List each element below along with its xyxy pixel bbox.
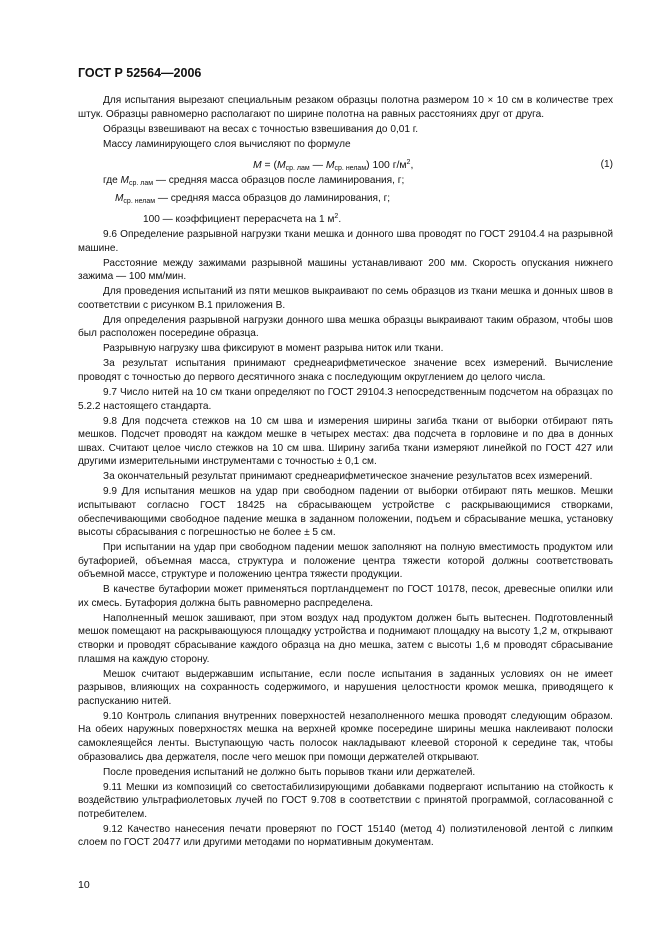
paragraph: После проведения испытаний не должно быть порывов ткани или держателей. [103,766,476,778]
paragraph: Мешок считают выдержавшим испытание, если после испытания в заданных условиях он не имеет разрывов, влияющих на сохранность содержимого, и нарушения целостности кромок мешка, приводящего к распусканию нитей. [78,668,613,707]
paragraph: За результат испытания принимают среднеарифметическое значение всех измерений. Вычисление проводят с точностью до первого десятичного знака с последующим округлением до целого числа. [78,358,613,383]
formula-expression: $M = (M_{ср. лам}$ — $M_{ср. нелам}$) 100 $г/м^2$, [253,159,414,173]
paragraph: 9.6 Определение разрывной нагрузки ткани мешка и донного шва проводят по ГОСТ 29104.4 на разрывной машине. [78,229,613,254]
paragraph: Наполненный мешок зашивают, при этом воздух над продуктом должен быть вытеснен. Подготовленный мешок помещают на раскрывающуюся площадку устройства и поднимают площадку на высоту 1,2 м, открывают створки и проводят сбрасывание каждого образца на дно мешка, затем с высоты 1,6 м проводят сбрасывание плашмя на каждую сторону. [78,612,613,665]
paragraph: 9.12 Качество нанесения печати проверяют по ГОСТ 15140 (метод 4) полиэтиленовой лентой с липким слоем по ГОСТ 20477 или другими методами по нормативным документам. [78,823,613,849]
formula-legend-item: $M_{ср. нелам}$ — средняя масса образцов до ламинирования, г; [115,193,391,206]
paragraph: 9.7 Число нитей на 10 см ткани определяют по ГОСТ 29104.3 непосредственным подсчетом на образцах по 5.2.2 настоящего стандарта. [78,386,613,412]
paragraph: 9.8 Для подсчета стежков на 10 см шва и измерения ширины загиба ткани от выборки отбирают пять мешков. Подсчет проводят на каждом мешке в четырех местах: два подсчета в горловине и по два в донных швах. Считают целое число стежков на 10 см шва. Ширину загиба ткани измеряют линейкой по ГОСТ 427 или другими измерительными инструментами с точностью ± 0,1 см. [78,415,613,468]
paragraph: 9.11 Мешки из композиций со светостабилизирующими добавками подвергают испытанию на стойкость к воздействию ультрафиолетовых лучей по ГОСТ 9.708 в соответствии с принятой программой, согласованной с потребителем. [78,781,613,820]
formula-number: (1) [600,159,613,171]
paragraph: Расстояние между зажимами разрывной машины устанавливают 200 мм. Скорость опускания нижнего зажима — 100 мм/мин. [78,257,613,283]
paragraph: При испытании на удар при свободном падении мешок заполняют на полную вместимость продуктом или бутафорией, объемная масса, структура и положение центра тяжести которой должны соответствовать объемной массе, структуре и положению центра тяжести продукции. [78,542,613,581]
paragraph: Для проведения испытаний из пяти мешков выкраивают по семь образцов из ткани мешка и донных швов в соответствии с рисунком В.1 приложения В. [78,286,613,311]
page-number: 10 [78,879,90,891]
document-header: ГОСТ Р 52564—2006 [78,66,202,80]
formula-legend-item: 100 — коэффициент перерасчета на 1 $м^2$. [143,213,342,226]
paragraph: 9.9 Для испытания мешков на удар при свободном падении от выборки отбирают пять мешков. Мешки испытывают согласно ГОСТ 18425 на сбрасывающем устройстве с раскрывающимися створками, обеспечивающими свободное падение мешка в заданном положении, подъем и сбрасывание мешка, установку высоты сбрасывания с погрешностью не более ± 5 см. [78,486,613,539]
paragraph: За окончательный результат принимают среднеарифметическое значение результатов всех измерений. [103,471,593,483]
document-body [78,94,613,851]
formula-legend-item: где $M_{ср. лам}$ — средняя масса образцов после ламинирования, г; [103,175,405,188]
paragraph: Для определения разрывной нагрузки донного шва мешка образцы выкраивают таким образом, чтобы шов был расположен посередине образца. [78,314,613,340]
paragraph: Разрывную нагрузку шва фиксируют в момент разрыва ниток или ткани. [103,343,444,355]
paragraph: Образцы взвешивают на весах с точностью взвешивания до 0,01 г. [103,123,419,135]
paragraph: 9.10 Контроль слипания внутренних поверхностей незаполненного мешка проводят следующим образом. На обеих наружных поверхностях мешка на верхней кромке посередине ширины мешка наклеивают полоски самоклеящейся ленты. Выступающую часть полосок накладывают клеевой стороной к середине так, чтобы образовались два держателя, после чего мешок при помощи держателей открывают. [78,710,613,763]
paragraph: Массу ламинирующего слоя вычисляют по формуле [103,138,351,150]
formula-1 [78,154,613,172]
paragraph: В качестве бутафории может применяться портландцемент по ГОСТ 10178, песок, древесные опилки или их смесь. Бутафория должна быть равномерно распределена. [78,584,613,609]
paragraph: Для испытания вырезают специальным резаком образцы полотна размером 10 × 10 см в количестве трех штук. Образцы равномерно располагают по ширине полотна на равных расстояниях друг от друга. [78,95,613,120]
